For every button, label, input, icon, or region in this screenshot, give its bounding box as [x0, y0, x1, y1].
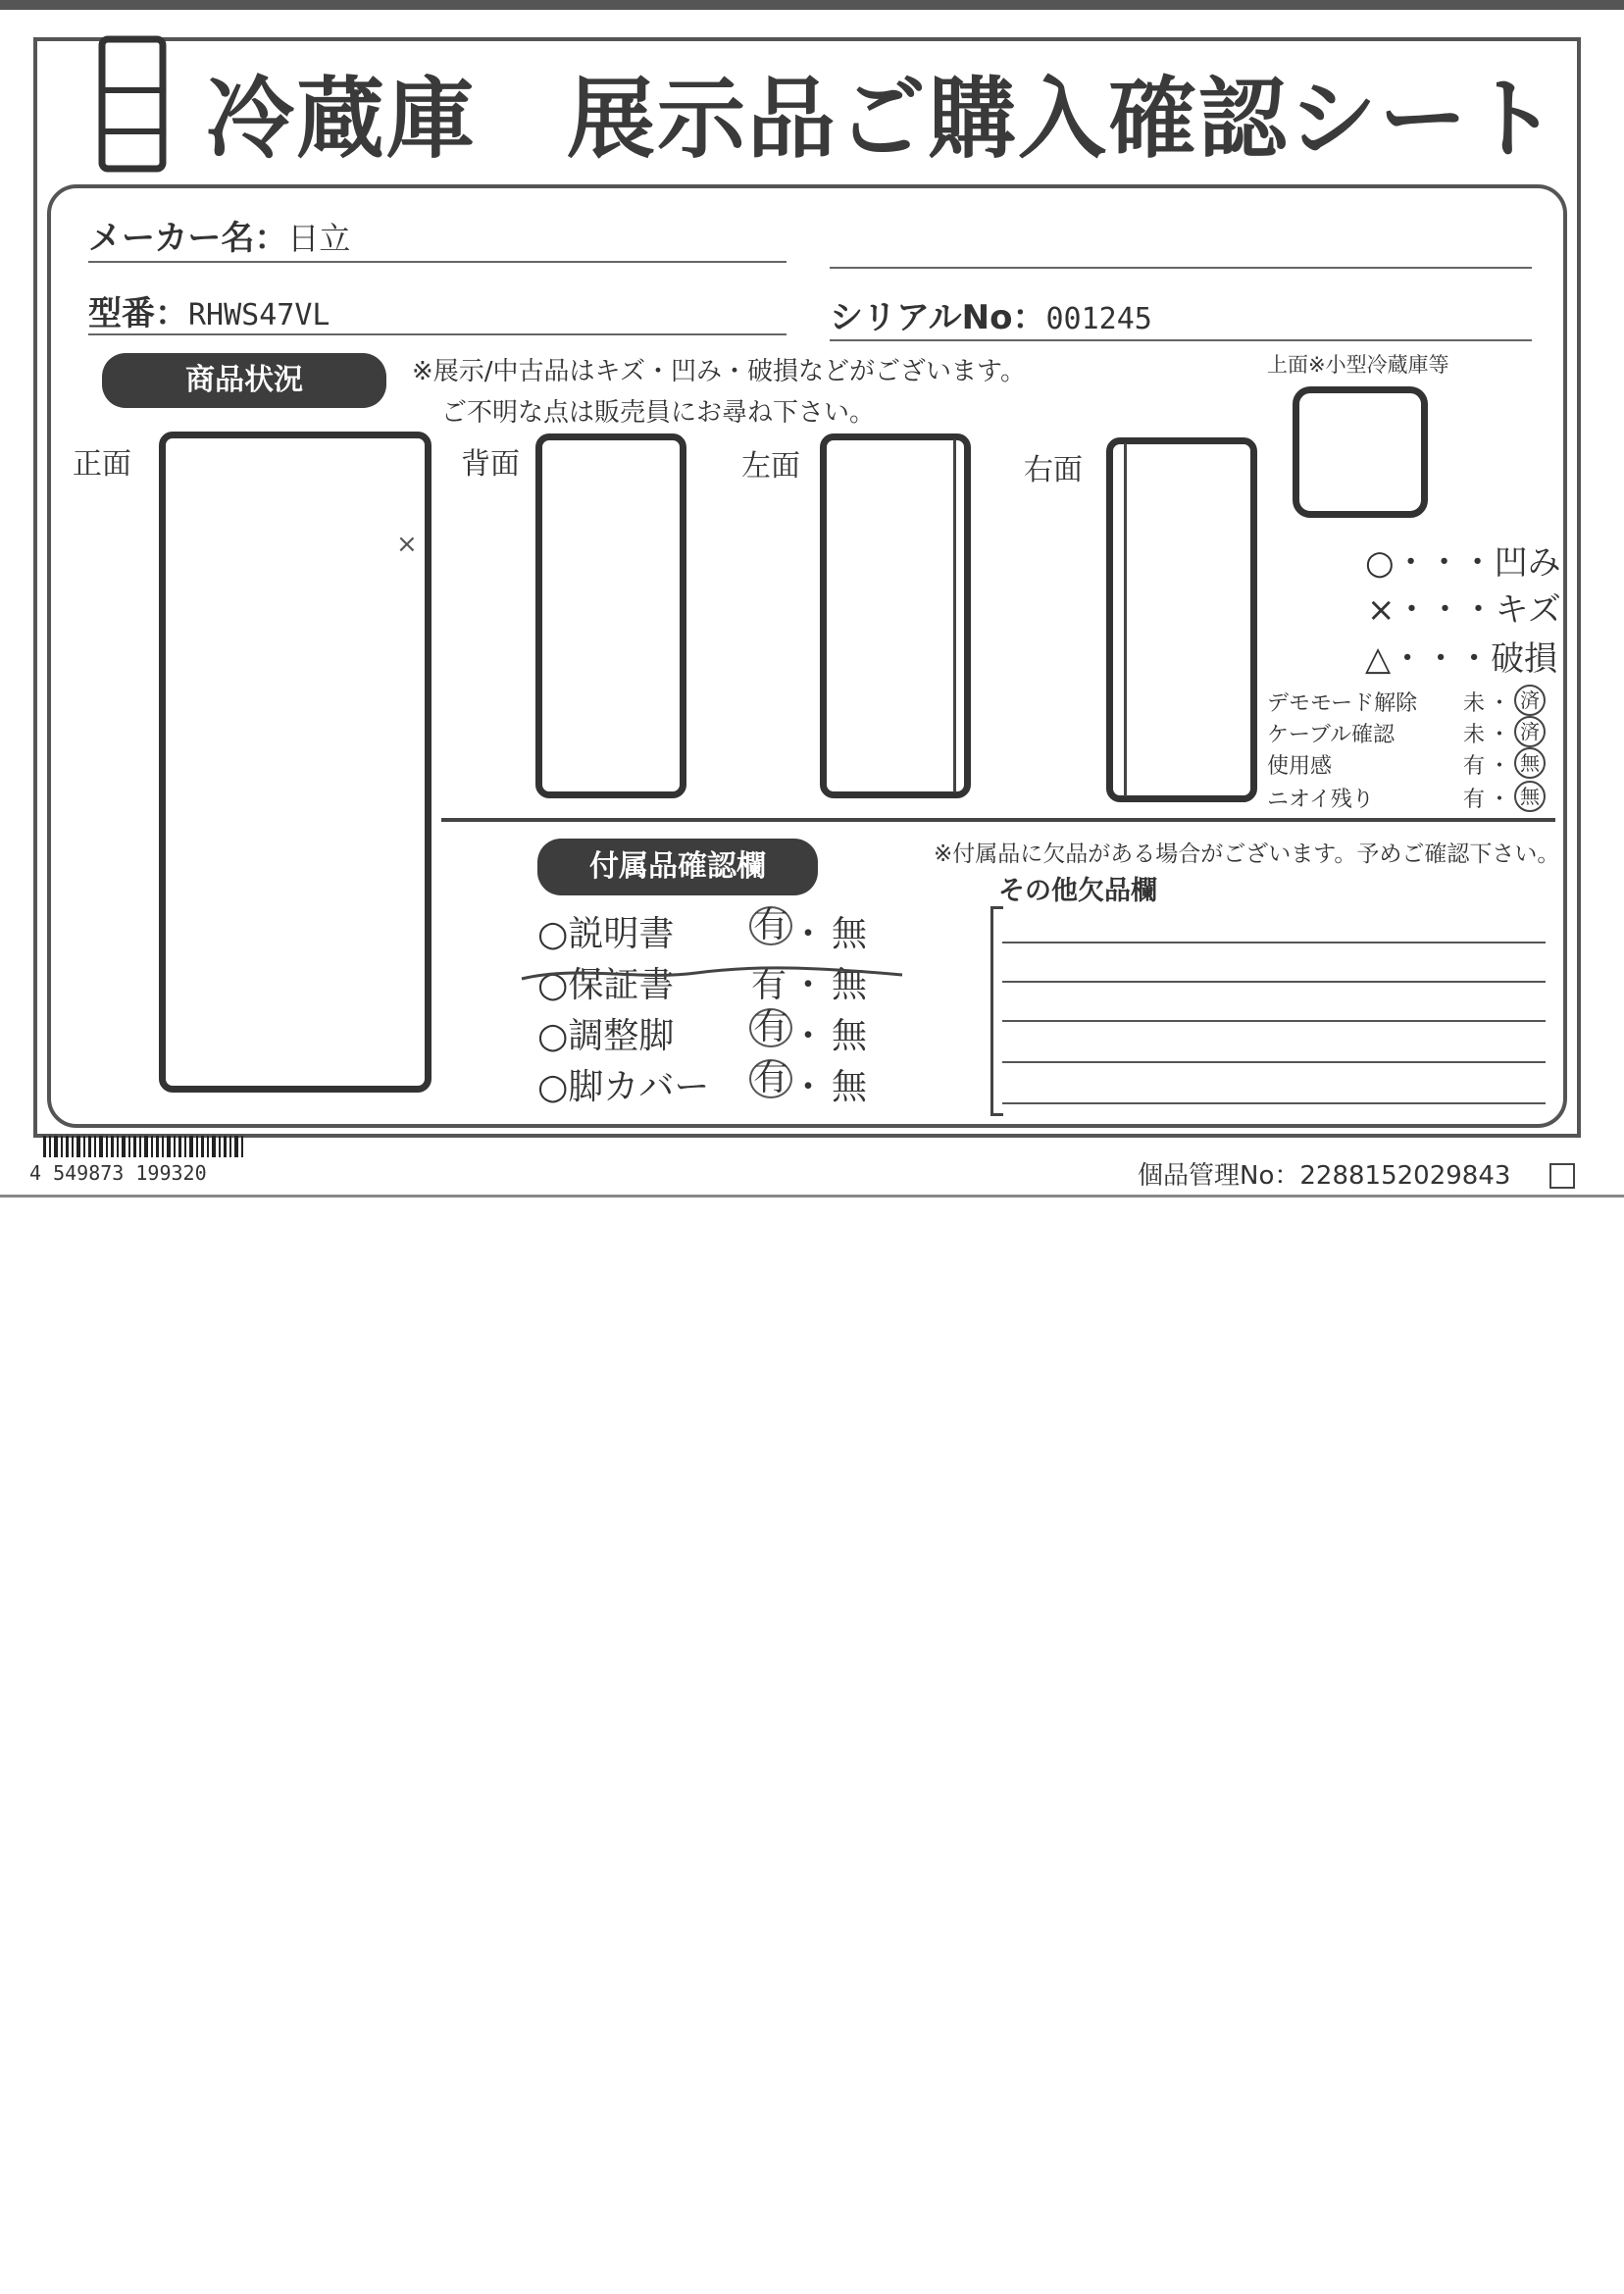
missing-line [1002, 942, 1546, 943]
accessory-yes-circled: 有 [749, 1059, 792, 1098]
status-sep: ・ [1489, 754, 1511, 779]
status-usage [1267, 749, 1551, 780]
right-face-edge [1124, 443, 1127, 796]
accessory-yes-circled: 有 [749, 906, 792, 945]
legend-damage [1365, 632, 1557, 680]
right-face-label: 右面 [1024, 453, 1083, 487]
accessory-no: 無 [832, 1016, 868, 1056]
barcode-number: 4 549873 199320 [29, 1161, 207, 1185]
model-value: RHWS47VL [188, 298, 330, 332]
legend-damage-symbol: △ [1365, 639, 1392, 679]
accessory-yes-circled: 有 [749, 1008, 792, 1047]
maker-value: 日立 [287, 220, 351, 257]
status-sep: ・ [1489, 723, 1511, 747]
back-face-box [535, 433, 686, 798]
status-cable [1267, 718, 1551, 748]
status-demo-mode [1267, 687, 1551, 717]
back-face-label: 背面 [461, 447, 520, 482]
missing-line [1002, 981, 1546, 983]
accessory-no: 無 [832, 1067, 868, 1107]
maker-underline [88, 261, 787, 263]
accessory-label: ○調整脚 [537, 1016, 675, 1056]
status-opt2-circled: 済 [1514, 716, 1546, 747]
condition-note-1: ※展示/中古品はキズ・凹み・破損などがございます。 [412, 357, 1026, 386]
front-face-label: 正面 [73, 447, 131, 482]
serial-field [830, 290, 1152, 338]
refrigerator-icon [98, 35, 167, 173]
top-face-box [1293, 386, 1428, 518]
legend-damage-text: ・・・破損 [1391, 639, 1558, 679]
management-number [1138, 1155, 1510, 1192]
legend-dent [1365, 535, 1561, 584]
missing-line [1002, 1061, 1546, 1063]
legend-scratch-text: ・・・キズ [1395, 590, 1561, 630]
page-title: 冷蔵庫 展示品ご購入確認シート [206, 68, 1559, 171]
condition-note-2: ご不明な点は販売員にお尋ね下さい。 [441, 398, 876, 428]
top-face-label: 上面※小型冷蔵庫等 [1267, 353, 1449, 377]
maker-label: メーカー名： [88, 219, 288, 258]
damage-mark: × [396, 530, 418, 559]
strike-line [520, 961, 904, 991]
accessories-heading: 付属品確認欄 [537, 839, 818, 895]
model-underline [88, 333, 787, 335]
legend-scratch-symbol: × [1367, 590, 1396, 630]
accessory-sep: ・ [790, 1016, 827, 1056]
legend-dent-text: ・・・凹み [1394, 543, 1561, 583]
accessory-label: ○説明書 [537, 914, 675, 954]
model-field [88, 286, 330, 334]
accessory-no: 無 [832, 965, 868, 1005]
accessory-sep: ・ [790, 1067, 827, 1107]
accessory-foot-cover [537, 1058, 868, 1109]
right-face-box [1106, 437, 1257, 802]
status-opt1: 有 [1463, 788, 1486, 812]
status-odor [1267, 783, 1551, 813]
management-label: 個品管理No： [1138, 1161, 1300, 1191]
legend-scratch [1367, 583, 1561, 631]
accessory-yes: 有 [751, 965, 787, 1005]
left-face-box [820, 433, 971, 798]
status-label: ニオイ残り [1267, 788, 1374, 812]
front-face-box [159, 432, 431, 1093]
status-opt1: 未 [1463, 691, 1486, 716]
checkbox[interactable] [1549, 1163, 1575, 1189]
status-opt1: 未 [1463, 723, 1486, 747]
accessory-no: 無 [832, 914, 868, 954]
blank-underline [830, 267, 1532, 269]
accessory-adjuster-feet [537, 1007, 868, 1058]
missing-line [1002, 1020, 1546, 1022]
accessories-note: ※付属品に欠品がある場合がございます。予めご確認下さい。 [934, 841, 1560, 867]
management-value: 2288152029843 [1299, 1161, 1511, 1191]
top-border [0, 0, 1624, 10]
status-opt2-circled: 済 [1514, 685, 1546, 716]
page-edge [0, 1195, 1624, 1198]
status-label: ケーブル確認 [1267, 723, 1396, 747]
missing-bracket [990, 906, 1003, 1116]
status-label: デモモード解除 [1267, 691, 1418, 716]
accessory-sep: ・ [790, 914, 827, 954]
serial-underline [830, 339, 1532, 341]
maker-field [88, 211, 350, 259]
left-face-edge [953, 439, 956, 792]
status-sep: ・ [1489, 691, 1511, 716]
status-opt1: 有 [1463, 754, 1486, 779]
serial-label: シリアルNo： [830, 298, 1046, 337]
accessory-label: ○脚カバー [537, 1067, 710, 1107]
model-label: 型番： [88, 294, 188, 333]
condition-heading: 商品状況 [102, 353, 386, 408]
legend-dent-symbol: ○ [1365, 543, 1395, 583]
status-opt2-circled: 無 [1514, 747, 1546, 779]
status-sep: ・ [1489, 788, 1511, 812]
accessory-label: ○保証書 [537, 965, 675, 1005]
left-face-label: 左面 [741, 449, 800, 484]
status-opt2-circled: 無 [1514, 781, 1546, 812]
missing-line [1002, 1102, 1546, 1104]
accessory-sep: ・ [790, 965, 827, 1005]
status-label: 使用感 [1267, 754, 1333, 779]
accessory-manual [537, 905, 868, 956]
other-missing-heading: その他欠品欄 [998, 876, 1157, 906]
serial-value: 001245 [1045, 302, 1152, 336]
section-divider [441, 818, 1555, 822]
